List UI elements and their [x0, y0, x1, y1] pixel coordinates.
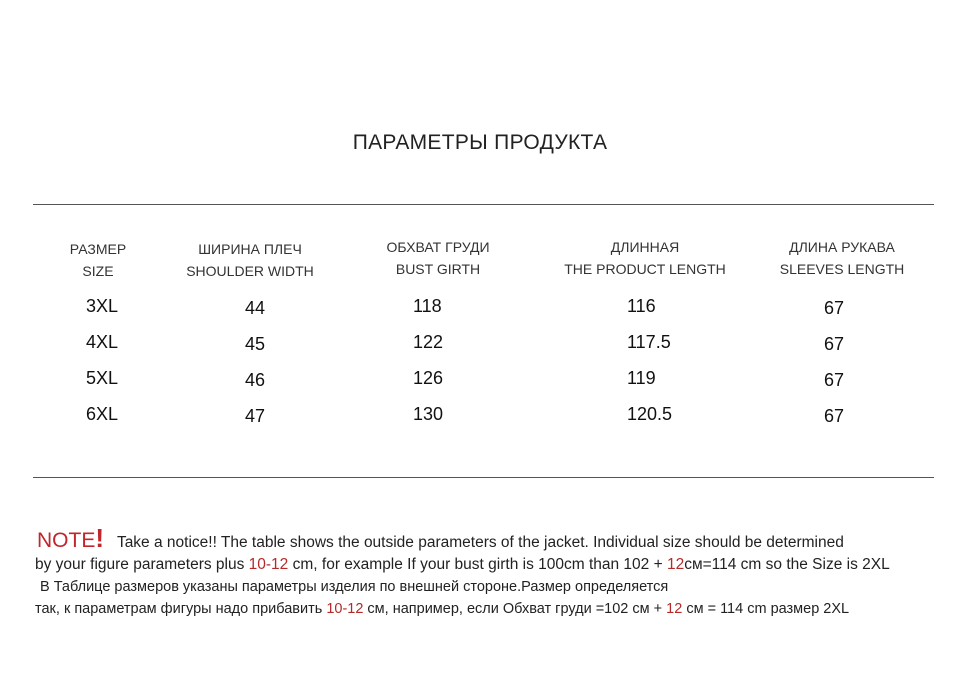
page-title: ПАРАМЕТРЫ ПРОДУКТА [352, 131, 608, 154]
top-divider [33, 204, 934, 205]
table-cell-bust: 130 [413, 404, 444, 424]
note-highlight: 12 [666, 556, 685, 573]
table-cell-length: 117.5 [627, 332, 671, 352]
header-sleeves-en: SLEEVES LENGTH [779, 261, 905, 277]
note-text-2b: cm, for example If your bust girth is 100cm than 102 + [288, 556, 667, 573]
table-cell-sleeves: 67 [824, 370, 845, 390]
table-cell-shoulder: 45 [245, 334, 266, 354]
table-cell-size: 5XL [86, 368, 119, 388]
header-bust-ru: ОБХВАТ ГРУДИ [386, 239, 490, 255]
note-line-4 [35, 598, 947, 620]
header-bust-girth [386, 236, 489, 280]
note-text-4c: см = 114 cm размер 2XL [682, 601, 850, 617]
table-cell-shoulder: 47 [245, 406, 266, 426]
bottom-divider [33, 477, 934, 478]
header-length-en: THE PRODUCT LENGTH [564, 261, 726, 277]
note-highlight: 10-12 [248, 556, 289, 573]
table-cell-length: 116 [627, 296, 656, 316]
note-line-2 [35, 554, 947, 576]
note-text-1: Take a notice!! The table shows the outside parameters of the jacket. Individual size should be determined [116, 534, 844, 551]
header-size-en: SIZE [82, 263, 114, 279]
header-size [70, 238, 126, 282]
header-bust-en: BUST GIRTH [395, 261, 481, 277]
table-cell-bust: 126 [413, 368, 444, 388]
note-text-4a: так, к параметрам фигуры надо прибавить [35, 601, 327, 617]
header-shoulder-en: SHOULDER WIDTH [186, 263, 314, 279]
table-cell-bust: 122 [413, 332, 444, 352]
header-size-ru: РАЗМЕР [69, 241, 127, 257]
header-length-ru: ДЛИННАЯ [610, 239, 680, 255]
table-cell-shoulder: 46 [245, 370, 266, 390]
size-note [35, 523, 947, 620]
table-cell-size: 6XL [86, 404, 119, 424]
table-cell-size: 4XL [86, 332, 119, 352]
note-label: NOTE [37, 529, 96, 552]
note-text-2a: by your figure parameters plus [35, 556, 249, 573]
note-text-2c: см=114 cm so the Size is 2XL [684, 556, 890, 573]
table-cell-length: 120.5 [627, 404, 673, 424]
note-text-4b: см, например, если Обхват груди =102 см + [363, 601, 667, 617]
note-highlight: 12 [666, 601, 683, 617]
note-line-3: В Таблице размеров указаны параметры изделия по внешней стороне.Размер определяется [40, 579, 669, 595]
table-cell-size: 3XL [86, 296, 119, 316]
table-cell-length: 119 [627, 368, 656, 388]
note-line-1 [37, 523, 947, 554]
note-exclamation: ! [95, 523, 105, 553]
header-sleeves-length [780, 236, 905, 280]
header-product-length [564, 236, 726, 280]
table-cell-sleeves: 67 [824, 406, 845, 426]
header-shoulder-ru: ШИРИНА ПЛЕЧ [198, 241, 302, 257]
table-cell-shoulder: 44 [245, 298, 266, 318]
table-cell-sleeves: 67 [824, 298, 845, 318]
table-cell-bust: 118 [413, 296, 442, 316]
header-shoulder-width [186, 238, 314, 282]
header-sleeves-ru: ДЛИНА РУКАВА [789, 239, 895, 255]
note-highlight: 10-12 [326, 601, 364, 617]
table-cell-sleeves: 67 [824, 334, 845, 354]
